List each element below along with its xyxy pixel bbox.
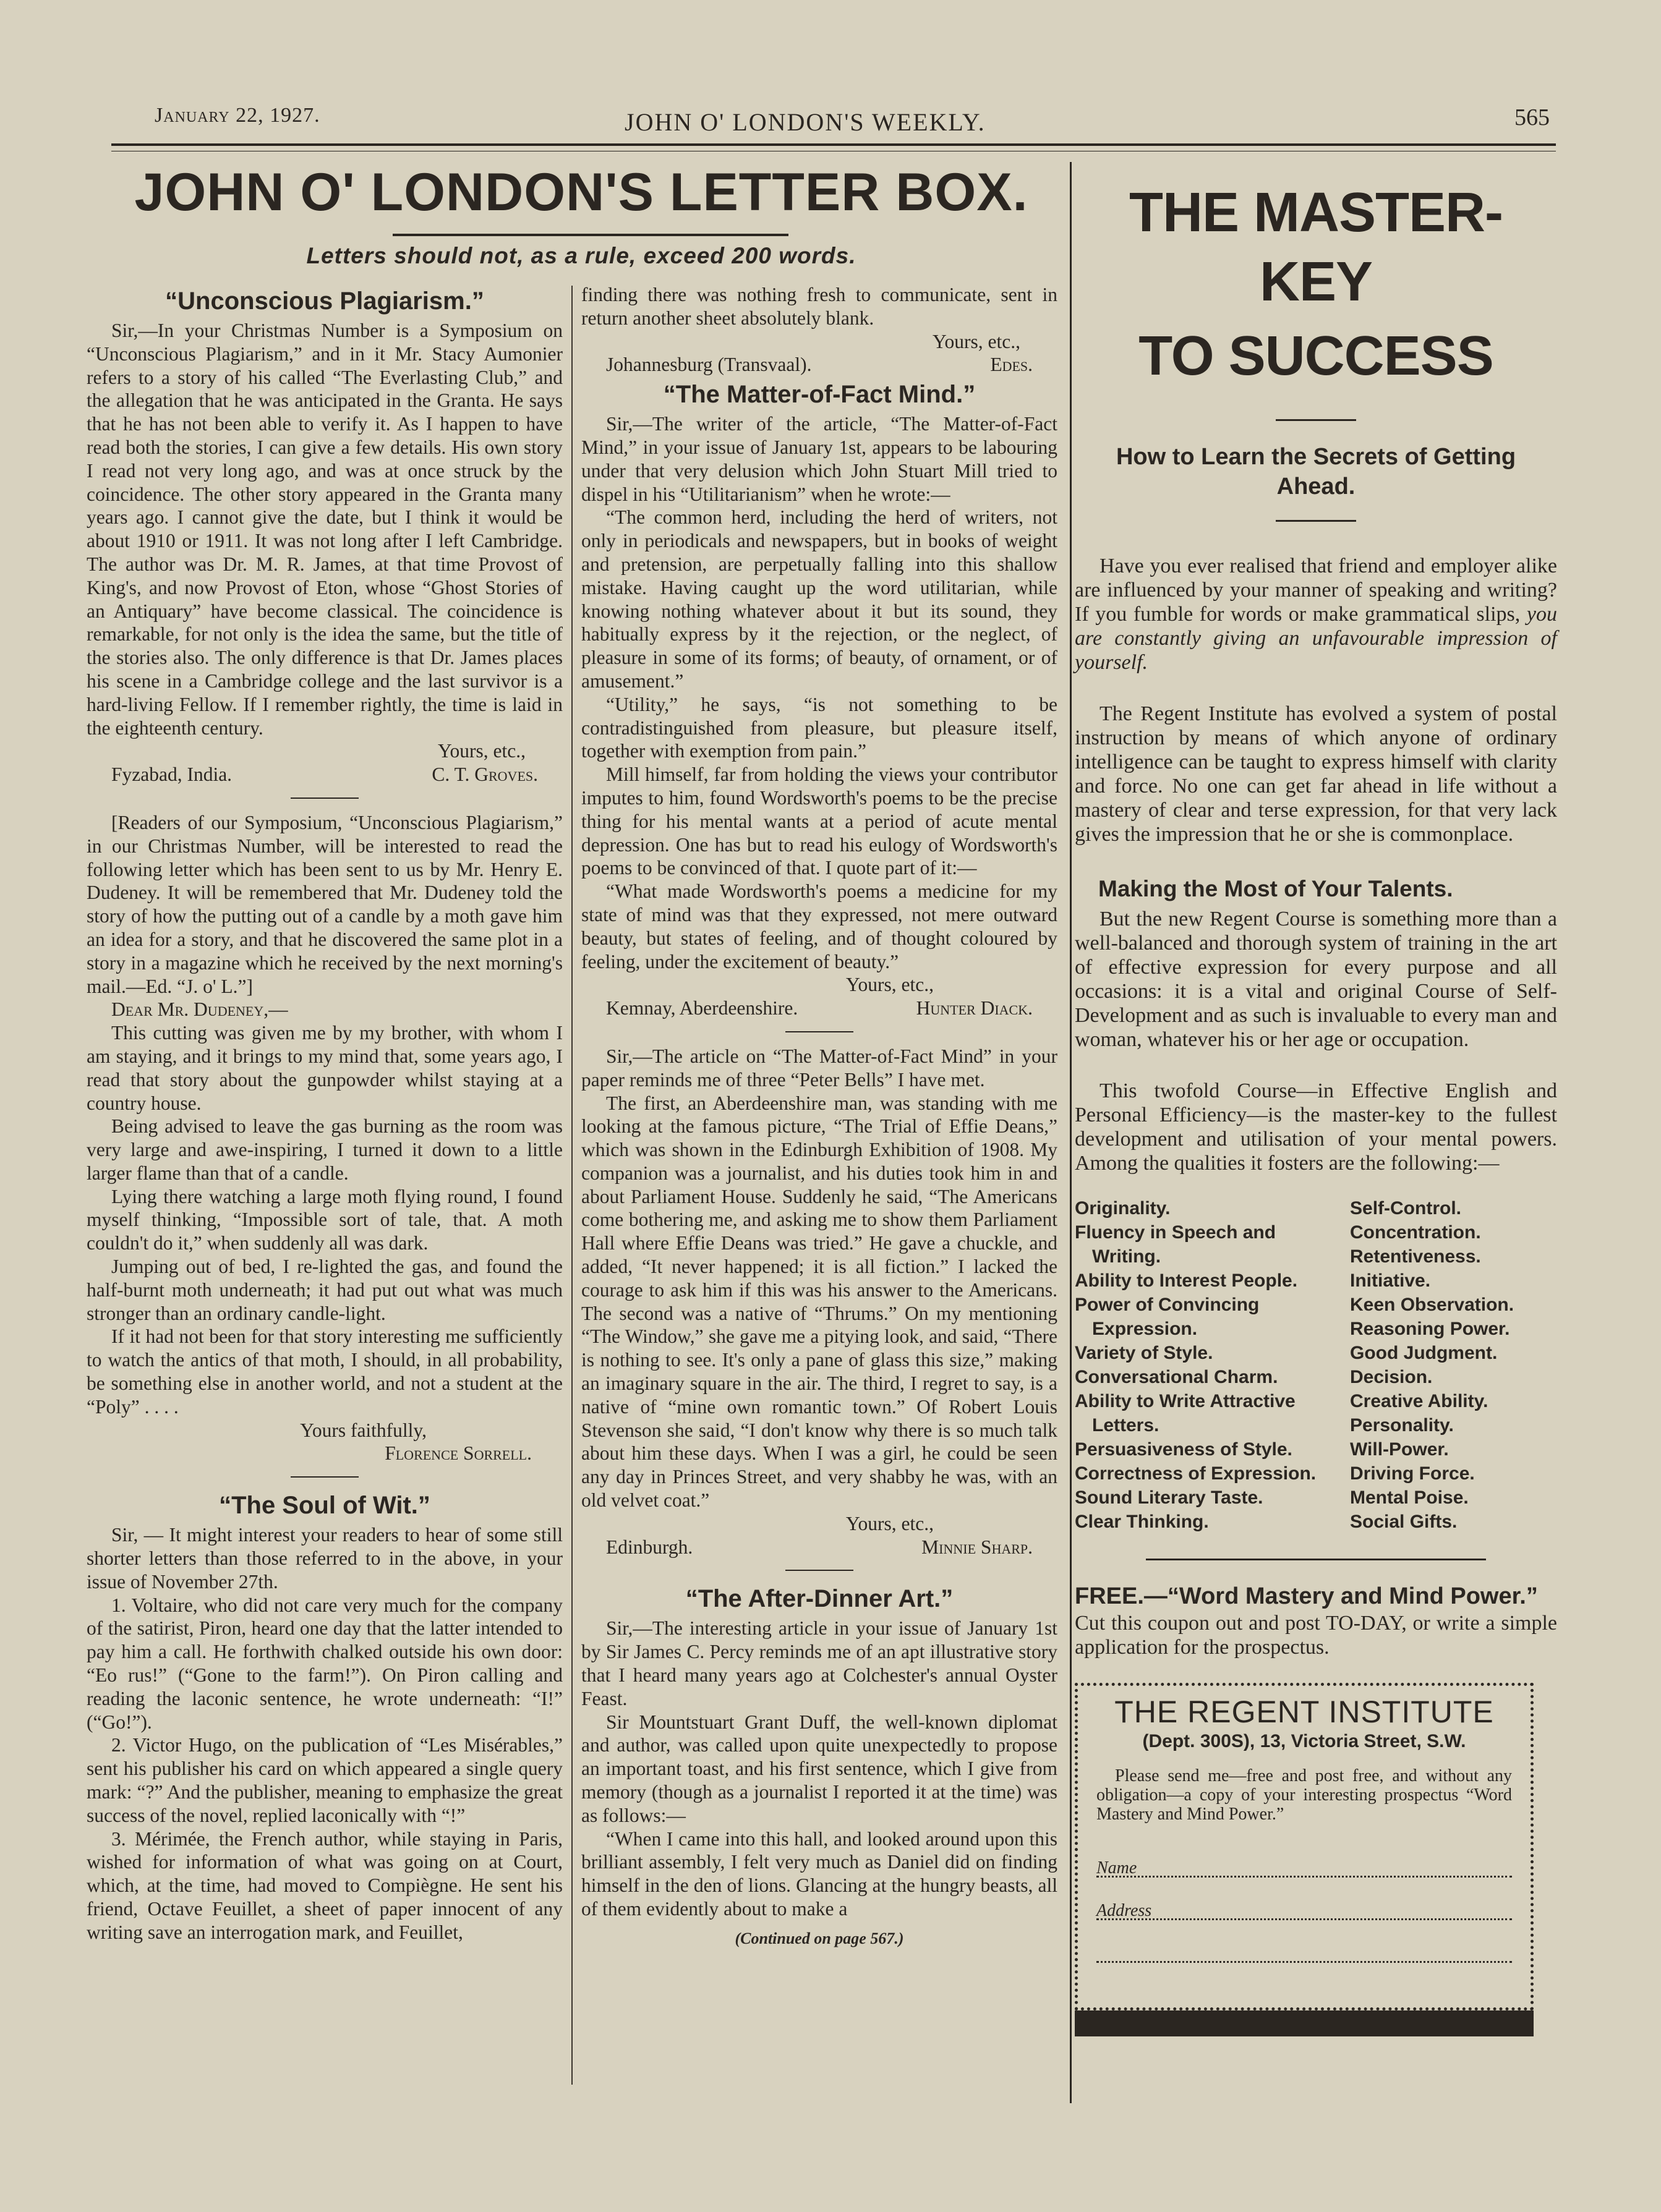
quality-item: Self-Control. — [1350, 1198, 1461, 1219]
letter-place: Johannesburg (Transvaal). — [606, 354, 812, 376]
qualities-left — [1075, 1196, 1322, 1534]
letter-signature — [581, 353, 1057, 376]
title-underline — [393, 234, 788, 236]
coupon-request: Please send me—free and post free, and without any obligation—a copy of your interesting prospectus “Word Mastery and Mind Power.” — [1096, 1766, 1512, 1824]
letter-author: Hunter Diack. — [916, 997, 1033, 1019]
letter-paragraph: Sir,—The interesting article in your issue of January 1st by Sir James C. Percy reminds me of an apt illustrative story that I heard many years ago at Colchester's annual Oyster Feast. — [581, 1617, 1057, 1709]
quality-item: Driving Force. — [1350, 1463, 1475, 1484]
separator-rule — [291, 1476, 359, 1478]
letter-paragraph: This cutting was given me by my brother, with whom I am staying, and it brings to my mind that, some years ago, I read that story about the gunpowder whilst staying at a country house. — [87, 1022, 563, 1114]
letter-box-subtitle: Letters should not, as a rule, exceed 200 words. — [306, 243, 856, 268]
letter-box-title: JOHN O' LONDON'S LETTER BOX. — [134, 163, 1028, 222]
quality-item: Will-Power. — [1350, 1439, 1449, 1460]
quality-item: Reasoning Power. — [1350, 1319, 1510, 1339]
quality-item: Initiative. — [1350, 1270, 1431, 1291]
quality-item: Concentration. — [1350, 1222, 1481, 1243]
spacer — [1075, 1052, 1557, 1079]
page-number: 565 — [1514, 104, 1550, 130]
letter-signature — [581, 997, 1057, 1020]
coupon-address-line2[interactable] — [1096, 1930, 1512, 1963]
section-divider — [1070, 162, 1072, 2103]
quality-item: Originality. — [1075, 1198, 1171, 1219]
letter-paragraph: Being advised to leave the gas burning as the room was very large and awe-inspiring, I turned it down to a little larger flame than that of a candle. — [87, 1115, 563, 1184]
letter-author: Edes. — [990, 354, 1033, 376]
quality-item: Mental Poise. — [1350, 1487, 1469, 1508]
advertisement — [1075, 173, 1557, 2036]
name-label: Name — [1096, 1858, 1137, 1878]
letter-closing: Yours, etc., — [845, 974, 934, 996]
continued-note: (Continued on page 567.) — [735, 1929, 904, 1947]
quality-item: Variety of Style. — [1075, 1343, 1213, 1363]
coupon-address: (Dept. 300S), 13, Victoria Street, S.W. — [1142, 1731, 1466, 1751]
quality-item: Keen Observation. — [1350, 1295, 1514, 1315]
ad-paragraph: The Regent Institute has evolved a system of postal instruction by means of which anyone of ordinary intelligence can be taught to express himself with clarity and force. No one can get far ahead in life without a mastery of clear and terse expression, for that very lack gives the impression that he or she is commonplace. — [1075, 702, 1557, 846]
letter-paragraph: Sir, — It might interest your readers to hear of some still shorter letters than those referred to in the above, in your issue of November 27th. — [87, 1524, 563, 1593]
coupon-name-field[interactable] — [1096, 1856, 1512, 1878]
letter-paragraph: 3. Mérimée, the French author, while staying in Paris, wished for information of what was going on at Court, which, at the time, had moved to Compiègne. He sent his friend, Octave Feuillet, a sheet of paper innocent of any writing save an interrogation mark, and Feuillet, — [87, 1827, 563, 1943]
letter-signature — [87, 763, 563, 786]
free-offer-heading: FREE.—“Word Mastery and Mind Power.” — [1075, 1583, 1538, 1609]
spacer — [1075, 846, 1557, 874]
separator-rule — [785, 1570, 853, 1571]
ad-paragraph: This twofold Course—in Effective English and Personal Efficiency—is the master-key to the fullest development and utilisation of your mental powers. Among the qualities it fosters are the following:— — [1075, 1079, 1557, 1175]
letter-paragraph: Sir Mountstuart Grant Duff, the well-known diplomat and author, was called upon quite unexpectedly to propose an important toast, and his first sentence, which I give from memory (though as a journalist I reported it at the time) was as follows:— — [581, 1711, 1057, 1826]
letter-paragraph: If it had not been for that story interesting me sufficiently to watch the antics of that moth, I should, in all probability, be something else in another world, and not a student at the “Poly” . . . . — [87, 1325, 563, 1418]
letter-quotation: “The common herd, including the herd of writers, not only in periodicals and newspapers, but in books of weight and pretension, are perpetually falling into this shallow mistake. Having caught up the word utilitarian, while knowing nothing whatever about it but its sound, they habitually express by it the rejection, or the neglect, of pleasure in some of its forms; of beauty, of ornament, or of amusement.” — [581, 506, 1057, 692]
quality-item: Persuasiveness of Style. — [1075, 1439, 1292, 1460]
qualities-right — [1350, 1196, 1557, 1534]
ad-headline-line2: TO SUCCESS — [1138, 325, 1493, 387]
letter-paragraph: Sir,—In your Christmas Number is a Symposium on “Unconscious Plagiarism,” and in it Mr. Stacy Aumonier refers to a story of his called “The Everlasting Club,” and the allegation that he was anticipated in the Granta. He says that he has not been able to verify it. As I happen to have read both the stories, I can give a few details. His own story I read not very long ago, and was at once struck by the coincidence. The other story appeared in the Granta many years ago. I cannot give the date, but I think it would be about 1910 or 1911. It was not long after I left Cambridge. The author was Dr. M. R. James, at that time Provost of King's, and now Provost of Eton, whose “Ghost Stories of an Antiquary” have become classical. The coincidence is remarkable, for not only is the idea the same, but the title of the stories also. The only difference is that Dr. James places his scene in a Cambridge college and the last survivor is a hard-living Fellow. If I remember rightly, the time is laid in the eighteenth century. — [87, 320, 563, 739]
running-header — [155, 104, 1550, 141]
letter-place: Fyzabad, India. — [111, 764, 233, 786]
quality-item: Social Gifts. — [1350, 1512, 1458, 1532]
letter-paragraph: 2. Victor Hugo, on the publication of “Les Misérables,” sent his publisher his card on which appeared a single query mark: “?” And the publisher, meaning to emphasize the great success of the novel, replied laconically with “!” — [87, 1734, 563, 1826]
letter-author: Minnie Sharp. — [921, 1536, 1033, 1558]
ad-subheading: How to Learn the Secrets of Getting Ahead. — [1116, 444, 1516, 500]
ad-rule — [1146, 1559, 1486, 1560]
editor-note: [Readers of our Symposium, “Unconscious Plagiarism,” in our Christmas Number, will be interested to read the following letter which has been sent to us by Mr. Henry E. Dudeney. It will be remembered that Mr. Dudeney told the story of how the putting out of a candle by a moth gave him an idea for a story, and that he discovered the same plot in a story in a magazine which he received by the next morning's mail.—Ed. “J. o' L.”] — [87, 811, 563, 997]
letter-paragraph: The first, an Aberdeenshire man, was standing with me looking at the famous picture, “The Trial of Effie Deans,” which was shown in the Edinburgh Exhibition of 1908. My companion was a journalist, and his duties took him in and about Parliament House. Suddenly he said, “The Americans come bothering me, and asking me to show them Parliament Hall where Effie Deans was tried.” He gave a chuckle, and added, “It never happened; it is all fiction.” I lacked the courage to ask him if this was his answer to the Americans. The second was a native of “Thrums.” On my mentioning “The Window,” she gave me a pitying look, and said, “There is nothing to see. It's only a pane of glass this size,” making an imaginary square in the air. The third, I regret to say, is a native of “mine own romantic town.” Of Robert Louis Stevenson she said, “I don't know why there is so much talk about him these days. When I was a girl, he could be seen any day in Princes Street, and very shabby he was, with an old velvet coat.” — [581, 1092, 1057, 1512]
letters-column-left — [87, 283, 563, 1944]
address-label: Address — [1096, 1901, 1152, 1920]
coupon — [1075, 1683, 1534, 2010]
letter-heading: “Unconscious Plagiarism.” — [165, 287, 484, 315]
ad-section-heading: Making the Most of Your Talents. — [1098, 876, 1453, 901]
quality-item: Conversational Charm. — [1075, 1367, 1278, 1387]
letter-author: Florence Sorrell. — [385, 1442, 532, 1465]
coupon-institute: THE REGENT INSTITUTE — [1114, 1695, 1494, 1729]
qualities-list — [1075, 1196, 1557, 1534]
quality-item: Good Judgment. — [1350, 1343, 1498, 1363]
letter-quotation: “Utility,” he says, “is not something to be contradistinguished from pleasure, but pleasure itself, together with exemption from pain.” — [581, 693, 1057, 762]
masthead: JOHN O' LONDON'S WEEKLY. — [625, 108, 986, 136]
letter-closing: Yours, etc., — [437, 740, 526, 762]
separator-rule — [785, 1031, 853, 1032]
quality-item: Power of Convincing Expression. — [1075, 1295, 1260, 1339]
ad-text: Have you ever realised that friend and employer alike are influenced by your manner of speaking and writing? If you fumble for words or make grammatical slips, — [1075, 555, 1557, 626]
letter-heading: “The After-Dinner Art.” — [685, 1585, 954, 1613]
letter-closing: Yours, etc., — [845, 1512, 934, 1534]
separator-rule — [291, 798, 359, 799]
letter-paragraph: 1. Voltaire, who did not care very much for the company of the satirist, Piron, heard one day that the latter intended to pay him a call. He forthwith chalked outside his own door: “Eo rus!” (“Gone to the farm!”). On Piron calling and reading the laconic sentence, he wrote underneath: “I!” (“Go!”). — [87, 1594, 563, 1733]
letter-paragraph: Sir,—The writer of the article, “The Matter-of-Fact Mind,” in your issue of January 1st, appears to be labouring under that very delusion which John Stuart Mill tried to dispel in his “Utilitarianism” when he wrote:— — [581, 413, 1057, 505]
ad-paragraph: But the new Regent Course is something more than a well-balanced and thorough system of training in the art of effective expression for every purpose and all occasions: it is a vital and original Course of Self-Development and as such is invaluable to every man and woman, whatever his or her age or occupation. — [1075, 908, 1557, 1051]
quality-item: Correctness of Expression. — [1075, 1463, 1317, 1484]
letter-closing: Yours faithfully, — [300, 1419, 427, 1441]
spacer — [1075, 674, 1557, 702]
letter-paragraph: Mill himself, far from holding the views your contributor imputes to him, found Wordsworth's poems to be the precise thing for his mental wants at a period of acute mental depression. One has but to read his eulogy of Wordsworth's poems to be convinced of that. I quote part of it:— — [581, 764, 1057, 879]
free-offer-text: Cut this coupon out and post TO-DAY, or write a simple application for the prospectus. — [1075, 1612, 1557, 1659]
quality-item: Sound Literary Taste. — [1075, 1487, 1263, 1508]
issue-date: January 22, 1927. — [155, 104, 320, 127]
coupon-address-field[interactable] — [1096, 1899, 1512, 1920]
ad-rule — [1276, 520, 1356, 522]
column-divider — [571, 286, 573, 2085]
letter-place: Kemnay, Aberdeenshire. — [606, 997, 798, 1019]
letter-heading: “The Soul of Wit.” — [219, 1492, 430, 1520]
quality-item: Ability to Interest People. — [1075, 1270, 1298, 1291]
header-rule — [111, 143, 1556, 146]
quality-item: Retentiveness. — [1350, 1246, 1481, 1267]
ad-paragraph — [1075, 554, 1557, 674]
letters-column-right — [581, 283, 1057, 1950]
coupon-bottom-bar — [1075, 2010, 1534, 2036]
quality-item: Clear Thinking. — [1075, 1512, 1209, 1532]
quality-item: Decision. — [1350, 1367, 1433, 1387]
quality-item: Creative Ability. — [1350, 1391, 1488, 1411]
letter-salutation: Dear Mr. Dudeney,— — [111, 998, 288, 1021]
letter-quotation: “When I came into this hall, and looked around upon this brilliant assembly, I felt very much as Daniel did on finding himself in the den of lions. Glancing at the hungry beasts, all of them evidently about to make a — [581, 1827, 1057, 1920]
letter-paragraph: Lying there watching a large moth flying round, I found myself thinking, “Impossible sort of tale, that. A moth couldn't do it,” when suddenly all was dark. — [87, 1185, 563, 1254]
letter-paragraph: finding there was nothing fresh to communicate, sent in return another sheet absolutely blank. — [581, 284, 1057, 329]
quality-item: Personality. — [1350, 1415, 1454, 1436]
letter-heading: “The Matter-of-Fact Mind.” — [663, 381, 976, 409]
letter-quotation: “What made Wordsworth's poems a medicine for my state of mind was that they expressed, not mere outward beauty, but states of feeling, and of thought coloured by feeling, under the excitement of beauty.” — [581, 880, 1057, 972]
quality-item: Fluency in Speech and Writing. — [1075, 1222, 1276, 1267]
ad-italic-text: you are constantly giving an unfavourable impression of yourself. — [1075, 603, 1557, 674]
ad-headline-line1: THE MASTER-KEY — [1129, 182, 1503, 313]
ad-rule — [1276, 419, 1356, 421]
letter-place: Edinburgh. — [606, 1536, 693, 1558]
letter-paragraph: Sir,—The article on “The Matter-of-Fact Mind” in your paper reminds me of three “Peter Bells” I have met. — [581, 1045, 1057, 1091]
letter-author: C. T. Groves. — [432, 764, 538, 786]
letter-paragraph: Jumping out of bed, I re-lighted the gas, and found the half-burnt moth underneath; it had put out what was much stronger than an ordinary candle-light. — [87, 1256, 563, 1324]
quality-item: Ability to Write Attractive Letters. — [1075, 1391, 1296, 1436]
letter-closing: Yours, etc., — [932, 330, 1020, 352]
letter-signature — [581, 1536, 1057, 1559]
